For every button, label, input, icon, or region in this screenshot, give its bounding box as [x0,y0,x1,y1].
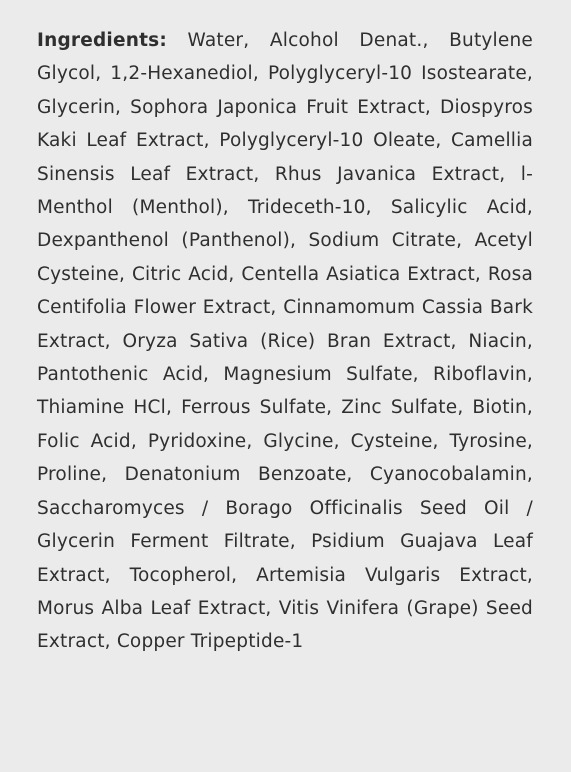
ingredients-paragraph [37,24,533,659]
ingredients-list: Water, Alcohol Denat., Butylene Glycol, 1,2-Hexanediol, Polyglyceryl-10 Isostearate, Glycerin, Sophora Japonica Fruit Extract, Diospyros Kaki Leaf Extract, Polyglyceryl-10 Oleate, Camellia Sinensis Leaf Extract, Rhus Javanica Extract, l-Menthol (Menthol), Trideceth-10, Salicylic Acid, Dexpanthenol (Panthenol), Sodium Citrate, Acetyl Cysteine, Citric Acid, Centella Asiatica Extract, Rosa Centifolia Flower Extract, Cinnamomum Cassia Bark Extract, Oryza Sativa (Rice) Bran Extract, Niacin, Pantothenic Acid, Magnesium Sulfate, Riboflavin, Thiamine HCl, Ferrous Sulfate, Zinc Sulfate, Biotin, Folic Acid, Pyridoxine, Glycine, Cysteine, Tyrosine, Proline, Denatonium Benzoate, Cyanocobalamin, Saccharomyces / Borago Officinalis Seed Oil / Glycerin Ferment Filtrate, Psidium Guajava Leaf Extract, Tocopherol, Artemisia Vulgaris Extract, Morus Alba Leaf Extract, Vitis Vinifera (Grape) Seed Extract, Copper Tripeptide-1 [37,30,533,653]
ingredients-heading: Ingredients: [37,30,167,51]
